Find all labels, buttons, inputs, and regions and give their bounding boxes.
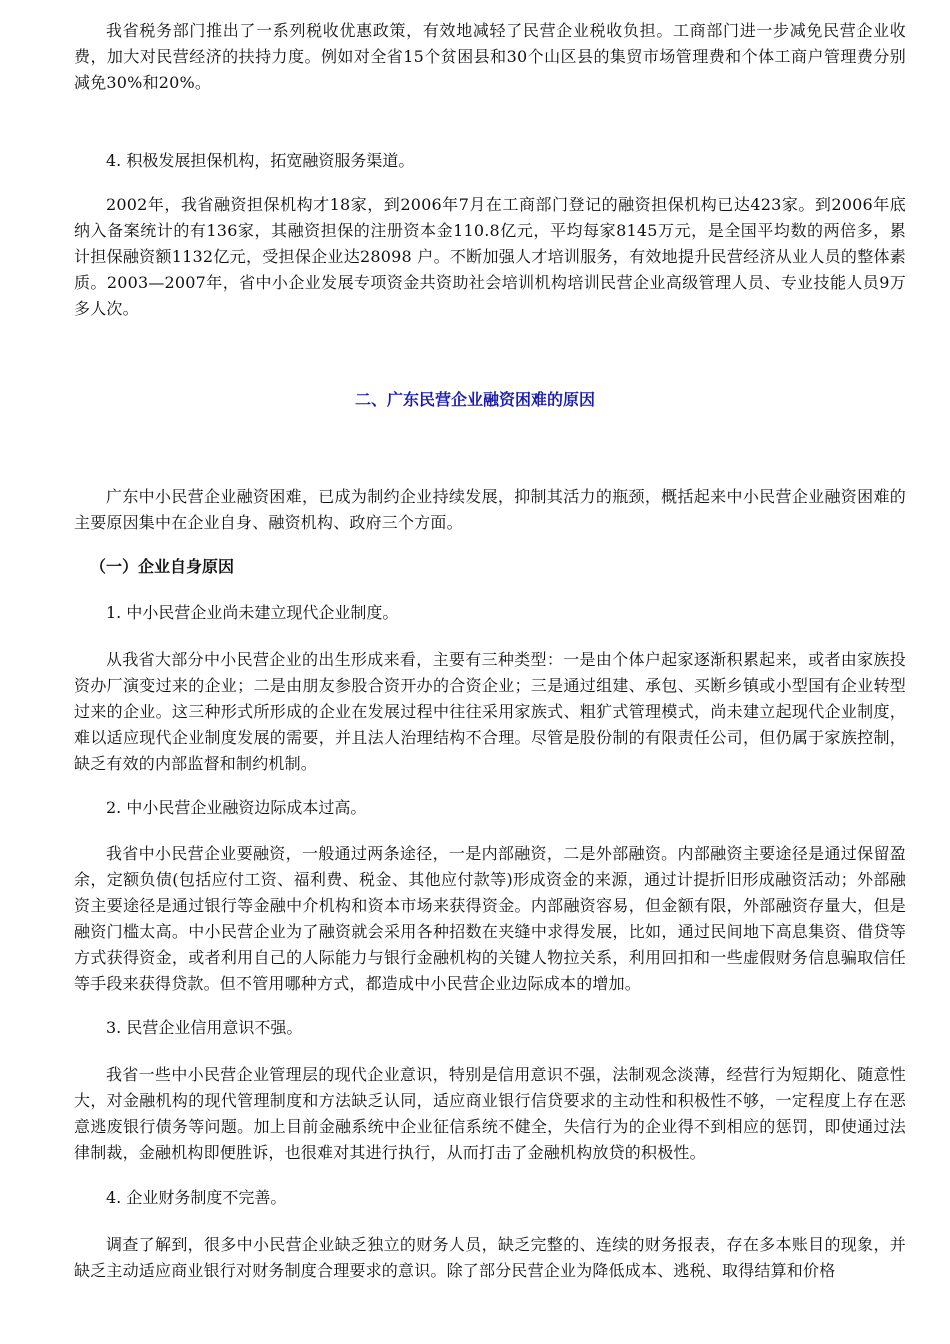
paragraph-financial-system: 调查了解到，很多中小民营企业缺乏独立的财务人员，缺乏完整的、连续的财务报表，存在多本账目的现象，并缺乏主动适应商业银行对财务制度合理要求的意识。除了部分民营企业为降低成本、逃税、取得结算和价格: [74, 1235, 906, 1280]
paragraph-credit-awareness: 我省一些中小民营企业管理层的现代企业意识，特别是信用意识不强，法制观念淡薄，经营行为短期化、随意性大，对金融机构的现代管理制度和方法缺乏认同，适应商业银行信贷要求的主动性和积极性不够，一定程度上存在恶意逃废银行债务等问题。加上目前金融系统中企业征信系统不健全，失信行为的企业得不到相应的惩罚，即使通过法律制裁，金融机构即便胜诉，也很难对其进行执行，从而打击了金融机构放贷的积极性。: [74, 1065, 906, 1162]
section-title: 二、广东民营企业融资困难的原因: [354, 390, 595, 409]
paragraph-tax-policy: 我省税务部门推出了一系列税收优惠政策，有效地减轻了民营企业税收负担。工商部门进一步减免民营企业收费，加大对民营经济的扶持力度。例如对全省15个贫困县和30个山区县的集贸市场管理费和个体工商户管理费分别减免30%和20%。: [74, 21, 906, 92]
subsection-title: （一）企业自身原因: [90, 557, 235, 576]
paragraph-enterprise-system: 从我省大部分中小民营企业的出生形成来看，主要有三种类型：一是由个体户起家逐渐积累起来，或者由家族投资办厂演变过来的企业；二是由朋友参股合资开办的合资企业；三是通过组建、承包、买断乡镇或小型国有企业转型过来的企业。这三种形式所形成的企业在发展过程中往往采用家族式、粗犷式管理模式，尚未建立起现代企业制度，难以适应现代企业制度发展的需要，并且法人治理结构不合理。尽管是股份制的有限责任公司，但仍属于家族控制，缺乏有效的内部监督和制约机制。: [74, 650, 906, 773]
paragraph-financing-cost: 我省中小民营企业要融资，一般通过两条途径，一是内部融资，二是外部融资。内部融资主要途径是通过保留盈余，定额负债(包括应付工资、福利费、税金、其他应付款等)形成资金的来源，通过计提折旧形成融资活动；外部融资主要途径是通过银行等金融中介机构和资本市场来获得资金。内部融资容易，但金额有限，外部融资存量大，但是融资门槛太高。中小民营企业为了融资就会采用各种招数在夹缝中求得发展，比如，通过民间地下高息集资、借贷等方式获得资金，或者利用自己的人际能力与银行金融机构的关键人物拉关系，利用回扣和一些虚假财务信息骗取信任等手段来获得贷款。但不管用哪种方式，都造成中小民营企业边际成本的增加。: [74, 844, 906, 993]
heading-item-2: 2. 中小民营企业融资边际成本过高。: [106, 798, 367, 817]
heading-item-3: 3. 民营企业信用意识不强。: [106, 1018, 303, 1037]
heading-item-4-guarantee: 4. 积极发展担保机构，拓宽融资服务渠道。: [106, 151, 415, 170]
paragraph-intro: 广东中小民营企业融资困难，已成为制约企业持续发展，抑制其活力的瓶颈，概括起来中小民营企业融资困难的主要原因集中在企业自身、融资机构、政府三个方面。: [74, 487, 906, 532]
heading-item-4: 4. 企业财务制度不完善。: [106, 1188, 287, 1207]
paragraph-guarantee-institutions: 2002年，我省融资担保机构才18家，到2006年7月在工商部门登记的融资担保机构已达423家。到2006年底纳入备案统计的有136家，其融资担保的注册资本金110.8亿元，平均每家8145万元，是全国平均数的两倍多，累计担保融资额1132亿元，受担保企业达28098 户。不断加强人才培训服务，有效地提升民营经济从业人员的整体素质。2003—2007年，省中小企业发展专项资金共资助社会培训机构培训民营企业高级管理人员、专业技能人员9万多人次。: [74, 195, 906, 318]
heading-item-1: 1. 中小民营企业尚未建立现代企业制度。: [106, 603, 399, 622]
